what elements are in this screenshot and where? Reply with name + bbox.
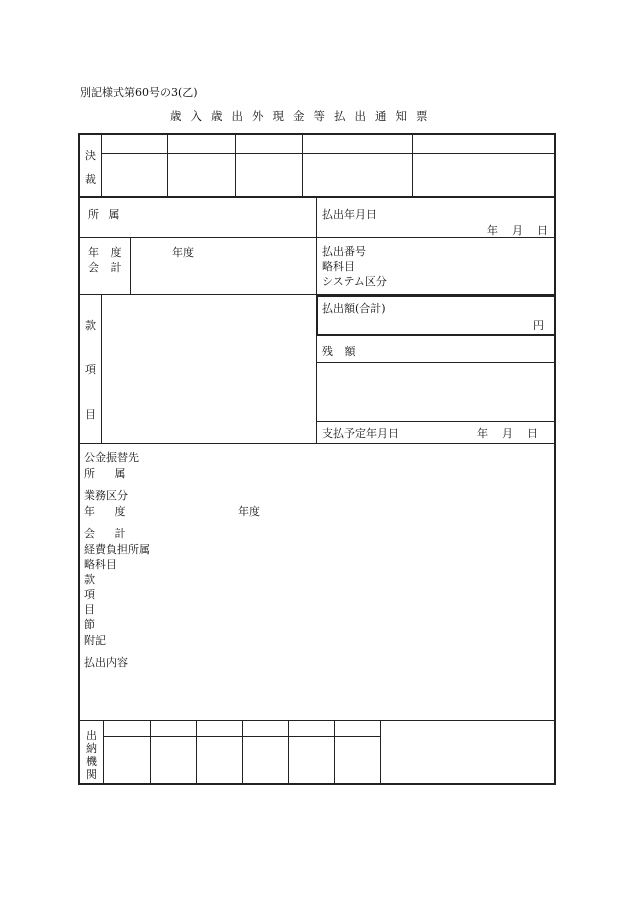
approval-label-top: 決 bbox=[85, 149, 96, 162]
transfer-payout-content: 払出内容 bbox=[84, 656, 128, 669]
payout-amount-label: 払出額(合計) bbox=[322, 302, 386, 315]
scheduled-day: 日 bbox=[527, 427, 538, 440]
fiscal-year-suffix: 年度 bbox=[172, 246, 194, 259]
transfer-kou: 項 bbox=[84, 588, 95, 601]
kan-label: 款 bbox=[85, 319, 96, 332]
treasury-char-4: 関 bbox=[86, 768, 97, 781]
transfer-account: 会 計 bbox=[84, 527, 126, 540]
scheduled-payment-label: 支払予定年月日 bbox=[322, 427, 399, 440]
transfer-setsu: 節 bbox=[84, 618, 95, 631]
form-frame bbox=[78, 133, 556, 785]
treasury-char-3: 機 bbox=[86, 755, 97, 768]
payout-date-year: 年 bbox=[487, 224, 498, 237]
scheduled-month: 月 bbox=[502, 427, 513, 440]
transfer-year-suffix: 年度 bbox=[238, 505, 260, 518]
affiliation-label: 所 属 bbox=[88, 208, 120, 221]
transfer-year: 年 度 bbox=[84, 505, 126, 518]
treasury-char-2: 納 bbox=[86, 742, 97, 755]
system-division-label: システム区分 bbox=[322, 275, 387, 288]
transfer-moku: 目 bbox=[84, 603, 95, 616]
abbrev-subject-label: 略科目 bbox=[322, 260, 355, 273]
balance-label: 残 額 bbox=[322, 345, 356, 358]
treasury-char-1: 出 bbox=[86, 729, 97, 742]
payout-number-label: 払出番号 bbox=[322, 245, 366, 258]
transfer-notes: 附記 bbox=[84, 634, 106, 647]
transfer-affiliation: 所 属 bbox=[84, 467, 126, 480]
kou-label: 項 bbox=[85, 363, 96, 376]
scheduled-year: 年 bbox=[477, 427, 488, 440]
moku-label: 目 bbox=[85, 408, 96, 421]
year-label: 年 度 bbox=[88, 246, 122, 259]
form-title: 歳入歳出外現金等払出通知票 bbox=[170, 109, 437, 123]
payout-date-day: 日 bbox=[537, 224, 548, 237]
transfer-kan: 款 bbox=[84, 573, 95, 586]
transfer-expense-dept: 経費負担所属 bbox=[84, 543, 150, 556]
account-label: 会 計 bbox=[88, 261, 122, 274]
approval-label-bottom: 裁 bbox=[85, 173, 96, 186]
form-number: 別記様式第60号の3(乙) bbox=[80, 86, 198, 99]
yen-unit: 円 bbox=[533, 319, 544, 332]
payout-date-label: 払出年月日 bbox=[322, 208, 377, 221]
payout-date-month: 月 bbox=[512, 224, 523, 237]
transfer-business-division: 業務区分 bbox=[84, 489, 128, 502]
transfer-abbrev-subject: 略科目 bbox=[84, 558, 117, 571]
transfer-heading: 公金振替先 bbox=[84, 451, 139, 464]
